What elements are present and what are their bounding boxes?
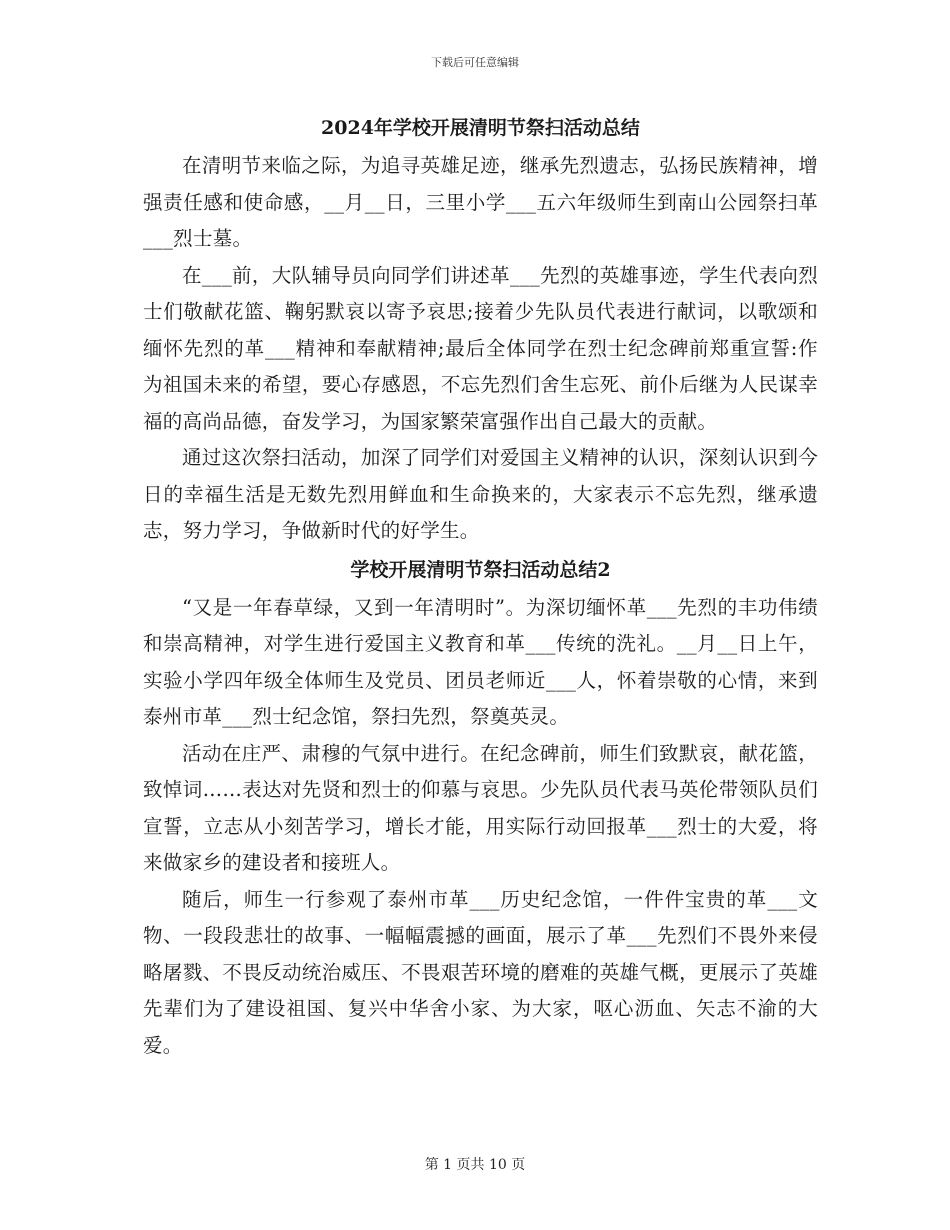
section-title: 学校开展清明节祭扫活动总结2 xyxy=(350,558,611,581)
page-header-note: 下载后可任意编辑 xyxy=(431,56,519,69)
paragraph: 在___前，大队辅导员向同学们讲述革___先烈的英雄事迹，学生代表向烈士们敬献花篮、鞠躬默哀以寄予哀思;接着少先队员代表进行献词，以歌颂和缅怀先烈的革___精神和奉献精神;最后全体同学在烈士纪念碑前郑重宣誓:作为祖国未来的希望，要心存感恩，不忘先烈们舍生忘死、前仆后继为人民谋幸福的高尚品德，奋发学习，为国家繁荣富强作出自己最大的贡献。 xyxy=(143,263,818,433)
paragraph: 活动在庄严、肃穆的气氛中进行。在纪念碑前，师生们致默哀，献花篮，致悼词……表达对先贤和烈士的仰慕与哀思。少先队员代表马英伦带领队员们宣誓，立志从小刻苦学习，增长才能，用实际行动回报革___烈士的大爱，将来做家乡的建设者和接班人。 xyxy=(143,741,818,874)
paragraph: 随后，师生一行参观了泰州市革___历史纪念馆，一件件宝贵的革___文物、一段段悲壮的故事、一幅幅震撼的画面，展示了革___先烈们不畏外来侵略屠戮、不畏反动统治威压、不畏艰苦环境的磨难的英雄气概，更展示了英雄先辈们为了建设祖国、复兴中华舍小家、为大家，呕心沥血、矢志不渝的大爱。 xyxy=(143,887,818,1057)
paragraph: 在清明节来临之际，为追寻英雄足迹，继承先烈遗志，弘扬民族精神，增强责任感和使命感，__月__日，三里小学___五六年级师生到南山公园祭扫革___烈士墓。 xyxy=(143,154,818,250)
document-title: 2024年学校开展清明节祭扫活动总结 xyxy=(321,117,640,139)
page-footer: 第 1 页共 10 页 xyxy=(424,1157,526,1173)
document-body xyxy=(143,108,818,1064)
paragraph: 通过这次祭扫活动，加深了同学们对爱国主义精神的认识，深刻认识到今日的幸福生活是无数先烈用鲜血和生命换来的，大家表示不忘先烈，继承遗志，努力学习，争做新时代的好学生。 xyxy=(143,446,818,542)
paragraph: “又是一年春草绿，又到一年清明时”。为深切缅怀革___先烈的丰功伟绩和崇高精神，对学生进行爱国主义教育和革___传统的洗礼。__月__日上午，实验小学四年级全体师生及党员、团员老师近___人，怀着崇敬的心情，来到泰州市革___烈士纪念馆，祭扫先烈，祭奠英灵。 xyxy=(143,595,818,728)
